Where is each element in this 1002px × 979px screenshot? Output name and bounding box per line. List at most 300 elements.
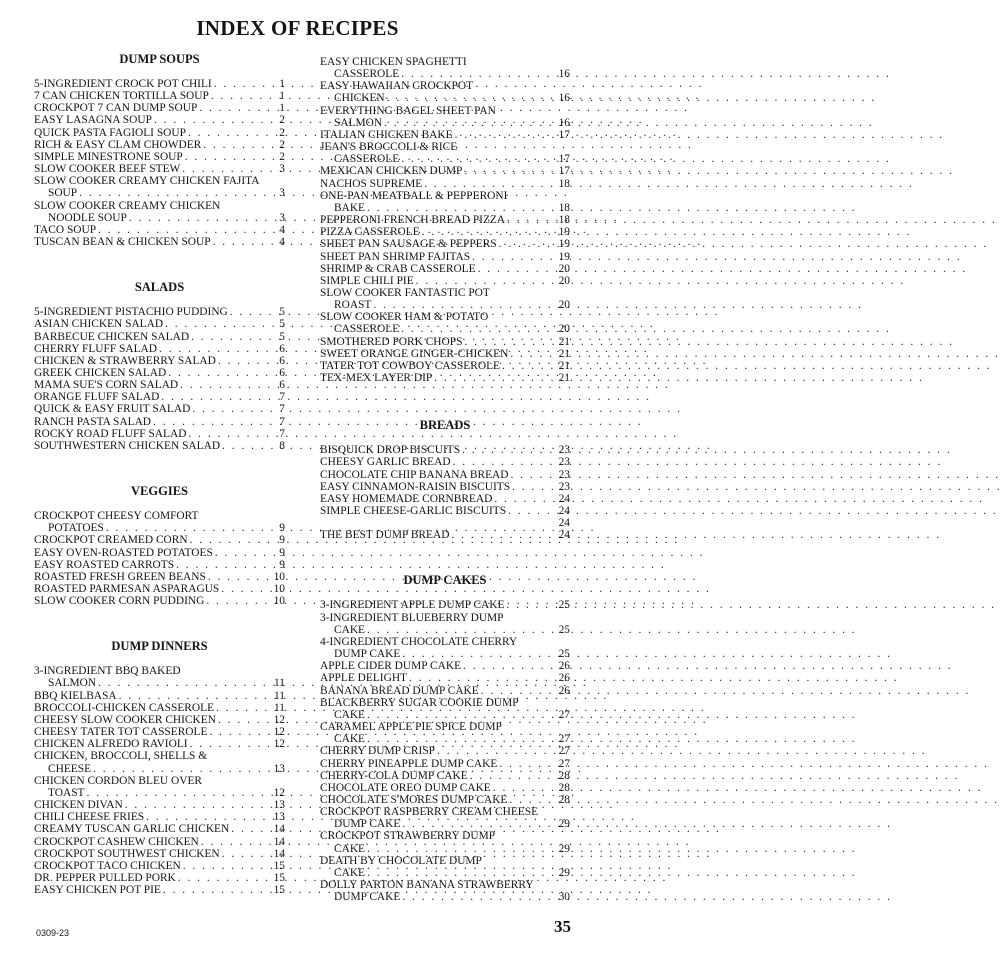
page-ref: 11 <box>274 701 285 714</box>
recipe-entry <box>320 517 570 529</box>
page-ref: 18 <box>558 214 570 227</box>
recipe-entry <box>320 311 570 335</box>
recipe-name: CAKE <box>334 866 366 879</box>
recipe-entry <box>320 855 570 879</box>
recipe-name: CASSEROLE <box>334 68 400 81</box>
page-ref: 2 <box>279 138 285 151</box>
recipe-entry <box>320 794 570 806</box>
dot-leader <box>216 355 279 367</box>
recipe-line <box>34 224 285 236</box>
recipe-line <box>320 624 570 636</box>
recipe-entry <box>320 612 570 636</box>
recipe-line <box>320 372 570 384</box>
recipe-name: CASSEROLE <box>334 153 400 166</box>
recipe-name: CROCKPOT SOUTHWEST CHICKEN <box>34 847 220 860</box>
recipe-entry <box>34 90 285 102</box>
page-ref: 20 <box>558 262 570 275</box>
recipe-name: GREEK CHICKEN SALAD <box>34 366 167 379</box>
recipe-entry <box>320 360 570 372</box>
recipe-line <box>320 92 570 104</box>
page-ref: 21 <box>558 335 570 348</box>
recipe-name: 7 CAN CHICKEN TORTILLA SOUP <box>34 90 209 103</box>
page-ref: 29 <box>558 866 570 879</box>
recipe-entry <box>34 379 285 391</box>
dot-leader <box>216 714 274 726</box>
dot-leader <box>432 372 558 384</box>
dot-leader <box>420 226 559 238</box>
recipe-entry <box>34 416 285 428</box>
recipe-list <box>34 665 285 896</box>
recipe-name: 3-INGREDIENT BLUEBERRY DUMP <box>320 611 504 624</box>
recipe-name: PEPPERONI FRENCH BREAD PIZZA <box>320 214 506 227</box>
recipe-name: 3-INGREDIENT BBQ BAKED <box>34 665 181 678</box>
recipe-line <box>320 733 570 745</box>
recipe-name: BARBECUE CHICKEN SALAD <box>34 330 190 343</box>
section-dump-soups <box>34 52 285 248</box>
recipe-name: DUMP CAKE <box>334 648 401 661</box>
recipe-name: APPLE DELIGHT <box>320 672 408 685</box>
recipe-entry <box>320 336 570 348</box>
dot-leader <box>399 153 558 165</box>
dot-leader <box>188 534 280 546</box>
recipe-name: SIMPLE MINESTRONE SOUP <box>34 150 183 163</box>
recipe-entry <box>34 665 285 689</box>
recipe-line <box>34 677 285 689</box>
recipe-name: CROCKPOT 7 CAN DUMP SOUP <box>34 102 198 115</box>
recipe-name: 4-INGREDIENT CHOCOLATE CHERRY <box>320 635 518 648</box>
recipe-entry <box>320 190 570 214</box>
page-ref: 6 <box>279 379 285 392</box>
dot-leader <box>96 677 274 689</box>
page-ref: 17 <box>558 153 570 166</box>
dot-leader <box>400 648 558 660</box>
recipe-entry <box>34 403 285 415</box>
recipe-line <box>34 78 285 90</box>
recipe-name: CHOCOLATE OREO DUMP CAKE <box>320 781 491 794</box>
page-ref: 14 <box>273 823 285 836</box>
dot-leader <box>414 275 559 287</box>
page-ref: 20 <box>558 323 570 336</box>
recipe-name: APPLE CIDER DUMP CAKE <box>320 660 462 673</box>
recipe-line <box>34 547 285 559</box>
recipe-line <box>320 867 570 879</box>
recipe-line <box>34 416 285 428</box>
recipe-name: RICH & EASY CLAM CHOWDER <box>34 138 202 151</box>
page-ref: 7 <box>279 415 285 428</box>
recipe-line <box>34 331 285 343</box>
recipe-line <box>320 843 570 855</box>
recipe-entry <box>34 151 285 163</box>
recipe-name: DEATH BY CHOCOLATE DUMP <box>320 854 482 867</box>
recipe-line <box>320 709 570 721</box>
recipe-name: SWEET ORANGE GINGER-CHICKEN <box>320 347 509 360</box>
dot-leader <box>399 68 558 80</box>
page-title: INDEX OF RECIPES <box>196 16 399 40</box>
recipe-name: TOAST <box>48 786 85 799</box>
recipe-line <box>34 872 285 884</box>
page-ref: 17 <box>558 165 570 178</box>
dot-leader <box>183 151 280 163</box>
recipe-name: CROCKPOT STRAWBERRY DUMP <box>320 830 496 843</box>
recipe-name: CAKE <box>334 623 366 636</box>
recipe-list <box>320 444 570 541</box>
dot-leader <box>476 263 559 275</box>
page-ref: 26 <box>558 672 570 685</box>
recipe-line <box>320 758 570 770</box>
recipe-entry <box>320 745 570 757</box>
page-ref: 21 <box>558 347 570 360</box>
recipe-entry <box>34 391 285 403</box>
recipe-line <box>34 236 285 248</box>
recipe-name: CHILI CHEESE FRIES <box>34 811 145 824</box>
page-ref: 9 <box>279 558 285 571</box>
recipe-entry <box>34 102 285 114</box>
recipe-name: CAKE <box>334 708 366 721</box>
page-ref: 7 <box>279 403 285 416</box>
recipe-line <box>320 117 570 129</box>
recipe-line <box>34 428 285 440</box>
recipe-name: EASY HOMEMADE CORNBREAD <box>320 492 493 505</box>
recipe-name: CHERRY DUMP CRISP <box>320 745 435 758</box>
recipe-name: CASSEROLE <box>334 323 400 336</box>
recipe-line <box>34 355 285 367</box>
page-ref: 9 <box>279 534 285 547</box>
dot-leader <box>365 709 559 721</box>
recipe-name: EASY CINNAMON-RAISIN BISCUITS <box>320 480 511 493</box>
recipe-entry <box>320 444 570 456</box>
recipe-name: ROCKY ROAD FLUFF SALAD <box>34 427 187 440</box>
recipe-line <box>34 811 285 823</box>
page-ref: 23 <box>558 456 570 469</box>
dot-leader <box>151 416 279 428</box>
recipe-line <box>34 690 285 702</box>
recipe-line <box>320 299 570 311</box>
recipe-list <box>320 56 570 384</box>
recipe-name: TEX-MEX LAYER DIP <box>320 372 433 385</box>
recipe-line <box>34 522 285 534</box>
recipe-line <box>34 151 285 163</box>
recipe-entry <box>320 251 570 263</box>
recipe-name: SOUP <box>48 187 78 200</box>
dot-leader <box>211 236 280 248</box>
recipe-name: CHOCOLATE S'MORES DUMP CAKE <box>320 793 508 806</box>
recipe-name: CHICKEN, BROCCOLI, SHELLS & <box>34 750 208 763</box>
recipe-entry <box>320 879 570 903</box>
dot-leader <box>127 212 280 224</box>
dot-leader <box>508 469 558 481</box>
recipe-line <box>320 660 570 672</box>
recipe-entry <box>320 599 570 611</box>
recipe-entry <box>34 714 285 726</box>
dot-leader <box>449 529 558 541</box>
dot-leader <box>220 440 279 452</box>
recipe-name: CHERRY PINEAPPLE DUMP CAKE <box>320 757 498 770</box>
dot-leader <box>176 872 274 884</box>
recipe-name: 3-INGREDIENT APPLE DUMP CAKE <box>320 599 505 612</box>
recipe-line <box>34 787 285 799</box>
recipe-name: SLOW COOKER CORN PUDDING <box>34 595 205 608</box>
page-ref: 12 <box>273 713 285 726</box>
recipe-line <box>34 702 285 714</box>
dot-leader <box>462 165 558 177</box>
page-ref: 6 <box>279 354 285 367</box>
recipe-entry <box>320 758 570 770</box>
recipe-line <box>320 745 570 757</box>
section-heading: DUMP CAKES <box>403 573 487 588</box>
page-ref: 11 <box>274 677 285 690</box>
recipe-entry <box>320 685 570 697</box>
dot-leader <box>219 583 273 595</box>
page-ref: 9 <box>279 522 285 535</box>
dot-leader <box>199 836 274 848</box>
recipe-name: CHEESY GARLIC BREAD <box>320 456 451 469</box>
dot-leader <box>505 214 558 226</box>
page-ref: 16 <box>558 92 570 105</box>
dot-leader <box>371 299 558 311</box>
dot-leader <box>365 624 559 636</box>
page-ref: 2 <box>279 114 285 127</box>
left-column <box>34 52 285 896</box>
recipe-entry <box>34 702 285 714</box>
recipe-entry <box>34 775 285 799</box>
page-ref: 7 <box>279 427 285 440</box>
recipe-entry <box>34 738 285 750</box>
recipe-entry <box>320 238 570 250</box>
recipe-name: SALMON <box>334 116 383 129</box>
recipe-line <box>320 493 570 505</box>
page-ref: 12 <box>273 726 285 739</box>
page-ref: 3 <box>279 163 285 176</box>
page-ref: 30 <box>558 891 570 904</box>
recipe-name: CHICKEN CORDON BLEU OVER <box>34 774 203 787</box>
recipe-line <box>320 68 570 80</box>
recipe-line <box>34 571 285 583</box>
dot-leader <box>190 403 279 415</box>
dot-leader <box>407 672 559 684</box>
recipe-line <box>34 318 285 330</box>
recipe-line <box>320 529 570 541</box>
recipe-name: TUSCAN BEAN & CHICKEN SOUP <box>34 236 211 249</box>
recipe-line <box>34 343 285 355</box>
recipe-entry <box>34 306 285 318</box>
recipe-name: CROCKPOT CHEESY COMFORT <box>34 510 199 523</box>
page-ref: 3 <box>279 211 285 224</box>
recipe-name: JEAN'S BROCCOLI & RICE <box>320 141 458 154</box>
recipe-entry <box>320 226 570 238</box>
recipe-name: DR. PEPPER PULLED PORK <box>34 871 176 884</box>
recipe-entry <box>320 697 570 721</box>
recipe-line <box>320 178 570 190</box>
dot-leader <box>365 843 559 855</box>
dot-leader <box>461 660 559 672</box>
recipe-entry <box>320 105 570 129</box>
page-ref: 15 <box>273 884 285 897</box>
recipe-entry <box>34 534 285 546</box>
page-ref: 25 <box>558 599 570 612</box>
page-ref: 10 <box>273 583 285 595</box>
page-ref: 19 <box>558 238 570 251</box>
recipe-line <box>320 238 570 250</box>
recipe-name: ROAST <box>334 299 372 312</box>
recipe-line <box>320 505 570 517</box>
dot-leader <box>96 224 279 236</box>
page-ref: 26 <box>558 684 570 697</box>
recipe-entry <box>34 127 285 139</box>
recipe-line <box>34 139 285 151</box>
dot-leader <box>229 823 273 835</box>
recipe-name: CREAMY TUSCAN GARLIC CHICKEN <box>34 823 230 836</box>
recipe-entry <box>320 348 570 360</box>
page-ref: 12 <box>273 738 285 751</box>
recipe-entry <box>320 456 570 468</box>
page-ref: 29 <box>558 818 570 831</box>
recipe-name: QUICK & EASY FRUIT SALAD <box>34 403 191 416</box>
page-ref: 14 <box>273 835 285 848</box>
recipe-line <box>320 770 570 782</box>
page-ref: 9 <box>279 546 285 559</box>
recipe-name: ONE-PAN MEATBALL & PEPPERONI <box>320 189 508 202</box>
recipe-line <box>320 153 570 165</box>
dot-leader <box>186 127 279 139</box>
dot-leader <box>77 187 279 199</box>
page-ref: 24 <box>558 529 570 542</box>
page-ref: 5 <box>279 306 285 319</box>
page-ref: 21 <box>558 372 570 385</box>
page-ref: 4 <box>279 236 285 249</box>
recipe-line <box>34 836 285 848</box>
dot-leader <box>508 348 558 360</box>
page-ref: 13 <box>273 799 285 812</box>
dot-leader <box>152 114 279 126</box>
recipe-line <box>34 763 285 775</box>
page-ref: 24 <box>558 492 570 505</box>
recipe-line <box>320 794 570 806</box>
recipe-name: 5-INGREDIENT CROCK POT CHILI <box>34 78 212 90</box>
dot-leader <box>497 238 559 250</box>
recipe-line <box>320 517 570 529</box>
page-ref: 7 <box>279 391 285 404</box>
recipe-entry <box>34 595 285 607</box>
dot-leader <box>468 770 559 782</box>
recipe-entry <box>34 343 285 355</box>
page-ref: 19 <box>558 250 570 263</box>
footer-code: 0309-23 <box>36 928 70 938</box>
recipe-name: SLOW COOKER CREAMY CHICKEN <box>34 199 221 212</box>
recipe-entry <box>34 571 285 583</box>
recipe-name: SALMON <box>48 677 97 690</box>
recipe-entry <box>34 823 285 835</box>
page-ref: 18 <box>558 177 570 190</box>
page-ref: 21 <box>558 359 570 372</box>
recipe-line <box>320 251 570 263</box>
section-veggies <box>34 484 285 607</box>
dot-leader <box>460 444 559 456</box>
page-ref: 15 <box>273 871 285 884</box>
recipe-entry <box>34 139 285 151</box>
section-dump-cakes <box>320 573 570 903</box>
page-ref: 20 <box>558 299 570 312</box>
recipe-name: MEXICAN CHICKEN DUMP <box>320 165 463 178</box>
page-ref: 13 <box>273 762 285 775</box>
recipe-entry <box>320 129 570 141</box>
recipe-line <box>320 165 570 177</box>
recipe-line <box>34 738 285 750</box>
recipe-line <box>34 559 285 571</box>
recipe-line <box>320 648 570 660</box>
section-continued <box>320 56 570 384</box>
recipe-name: BAKE <box>334 201 366 214</box>
recipe-entry <box>34 799 285 811</box>
recipe-name: EASY CHICKEN SPAGHETTI <box>320 56 467 68</box>
recipe-entry <box>320 782 570 794</box>
dot-leader <box>206 571 274 583</box>
recipe-line <box>320 672 570 684</box>
page-ref: 3 <box>279 187 285 200</box>
page-ref: 25 <box>558 623 570 636</box>
recipe-entry <box>34 811 285 823</box>
recipe-entry <box>320 141 570 165</box>
recipe-name: BLACKBERRY SUGAR COOKIE DUMP <box>320 696 519 709</box>
recipe-name: SMOTHERED PORK CHOPS <box>320 335 463 348</box>
dot-leader <box>220 848 274 860</box>
page-ref: 23 <box>558 468 570 481</box>
recipe-name: SIMPLE CHILI PIE <box>320 274 414 287</box>
recipe-entry <box>320 493 570 505</box>
recipe-entry <box>34 355 285 367</box>
page-ref: 1 <box>279 102 285 115</box>
page-ref: 28 <box>558 769 570 782</box>
recipe-name: NOODLE SOUP <box>48 211 127 224</box>
recipe-list <box>34 78 285 248</box>
dot-leader <box>181 860 274 872</box>
dot-leader <box>117 690 274 702</box>
dot-leader <box>123 799 274 811</box>
recipe-entry <box>34 318 285 330</box>
dot-leader <box>186 428 279 440</box>
page-ref: 23 <box>558 444 570 457</box>
recipe-name: ROASTED PARMESAN ASPARAGUS <box>34 583 220 595</box>
dot-leader <box>422 178 558 190</box>
recipe-name: DUMP CAKE <box>334 891 401 904</box>
recipe-line <box>34 212 285 224</box>
dot-leader <box>85 787 274 799</box>
recipe-line <box>320 456 570 468</box>
recipe-entry <box>34 547 285 559</box>
page-ref: 17 <box>558 128 570 141</box>
recipe-entry <box>320 80 570 104</box>
recipe-name: RANCH PASTA SALAD <box>34 415 152 428</box>
recipe-name: CROCKPOT RASPBERRY CREAM CHEESE <box>320 806 539 819</box>
recipe-name: CROCKPOT CASHEW CHICKEN <box>34 835 199 848</box>
recipe-entry <box>320 275 570 287</box>
page-ref: 19 <box>558 226 570 239</box>
page-ref: 2 <box>279 126 285 139</box>
recipe-line <box>320 263 570 275</box>
page-ref: 10 <box>273 570 285 583</box>
recipe-line <box>34 90 285 102</box>
page-ref: 13 <box>273 811 285 824</box>
dot-leader <box>189 331 279 343</box>
dot-leader <box>491 782 559 794</box>
section-dump-dinners <box>34 639 285 896</box>
recipe-name: SHEET PAN SHRIMP FAJITAS <box>320 250 471 263</box>
dot-leader <box>163 318 279 330</box>
recipe-name: SHEET PAN SAUSAGE & PEPPERS <box>320 238 497 251</box>
dot-leader <box>506 505 559 517</box>
recipe-name: NACHOS SUPREME <box>320 177 423 190</box>
recipe-name: CROCKPOT TACO CHICKEN <box>34 859 181 872</box>
recipe-list <box>320 599 570 903</box>
